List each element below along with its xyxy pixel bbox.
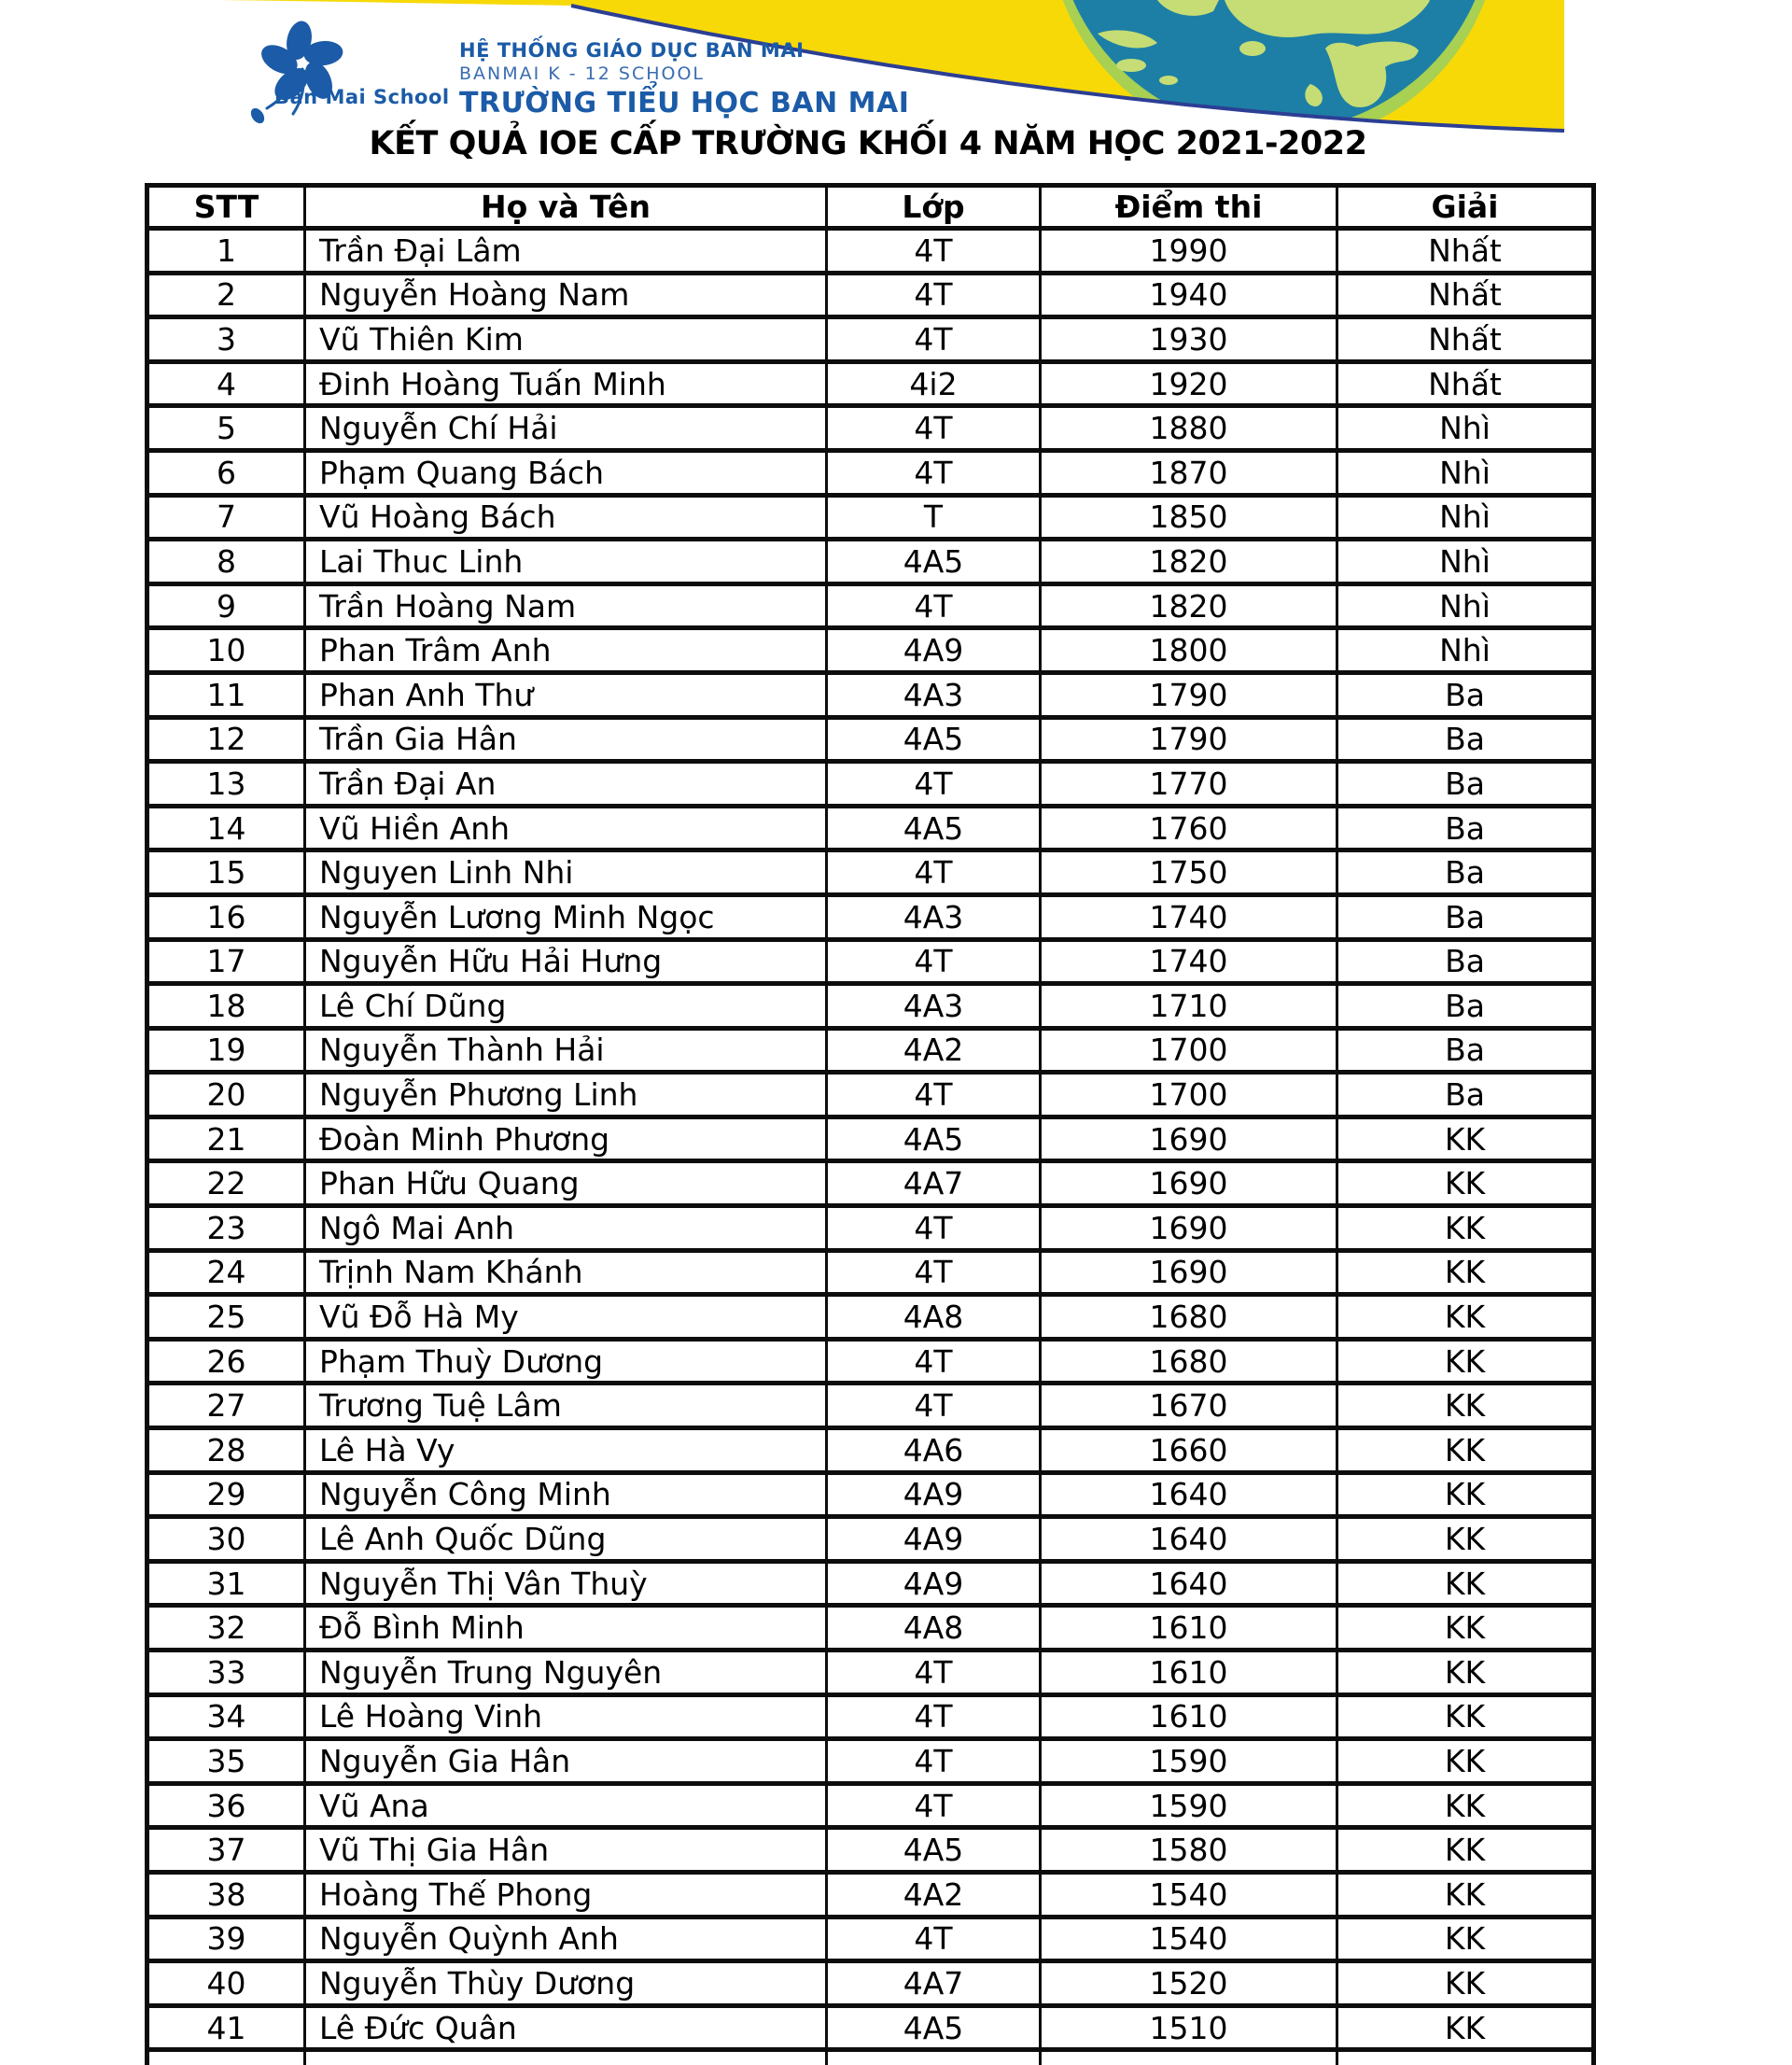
cell-stt: 18 — [149, 986, 306, 1031]
cell-prize: KK — [1338, 1786, 1591, 1831]
table-row — [149, 1385, 1591, 1430]
cell-prize: Nhì — [1338, 586, 1591, 631]
cell-score: 1590 — [1042, 1741, 1338, 1786]
cell-prize: KK — [1338, 1697, 1591, 1742]
cell-class: 4A7 — [828, 1163, 1042, 1208]
cell-name: Lê Hoàng Vinh — [306, 1697, 828, 1742]
cell-name: Vũ Thị Gia Hân — [306, 1830, 828, 1875]
cell-name: Nguyễn Phương Linh — [306, 1075, 828, 1119]
school-name-block — [459, 41, 909, 118]
results-table-body — [149, 231, 1591, 2065]
table-row — [149, 231, 1591, 275]
cell-score: 1680 — [1042, 1342, 1338, 1386]
cell-class: 4A2 — [828, 1875, 1042, 1919]
cell-stt: 24 — [149, 1253, 306, 1298]
table-row — [149, 1031, 1591, 1075]
table-row — [149, 1342, 1591, 1386]
cell-name: Nguyễn Hoàng Nam — [306, 275, 828, 320]
cell-name: Nguyễn Thùy Dương — [306, 1963, 828, 2008]
cell-name: Nguyễn Trung Nguyên — [306, 1652, 828, 1697]
cell-score: 1690 — [1042, 1208, 1338, 1253]
cell-class: 4T — [828, 852, 1042, 897]
cell-name: Nguyen Linh Nhi — [306, 852, 828, 897]
cell-name: Đỗ Bình Minh — [306, 1608, 828, 1652]
cell-stt: 35 — [149, 1741, 306, 1786]
table-row — [149, 720, 1591, 765]
cell-prize: KK — [1338, 1652, 1591, 1697]
cell-name: Hoàng Thế Phong — [306, 1875, 828, 1919]
cell-score: 1920 — [1042, 364, 1338, 409]
cell-stt: 4 — [149, 364, 306, 409]
cell-prize: Nhất — [1338, 319, 1591, 364]
cell-class: T — [828, 498, 1042, 542]
cell-stt: 17 — [149, 942, 306, 987]
cell-score: 1510 — [1042, 2008, 1338, 2053]
cell-score: 1990 — [1042, 231, 1338, 275]
cell-score: 1590 — [1042, 1786, 1338, 1831]
cell-class: 4T — [828, 1253, 1042, 1298]
table-row — [149, 2008, 1591, 2053]
table-row — [149, 897, 1591, 942]
table-row — [149, 1297, 1591, 1342]
cell-stt: 36 — [149, 1786, 306, 1831]
cell-class: 4T — [828, 586, 1042, 631]
cell-class: 4T — [828, 453, 1042, 498]
cell-class: 4T — [828, 1786, 1042, 1831]
cell-prize: KK — [1338, 2008, 1591, 2053]
cell-class: 4A9 — [828, 1475, 1042, 1520]
cell-score: 1690 — [1042, 1119, 1338, 1164]
table-row — [149, 364, 1591, 409]
cell-empty — [306, 2052, 828, 2065]
cell-stt: 7 — [149, 498, 306, 542]
cell-score: 1610 — [1042, 1608, 1338, 1652]
cell-class: 4i2 — [828, 364, 1042, 409]
cell-empty — [828, 2052, 1042, 2065]
table-row — [149, 630, 1591, 675]
cell-score: 1880 — [1042, 408, 1338, 453]
table-row — [149, 541, 1591, 586]
cell-prize: KK — [1338, 1163, 1591, 1208]
cell-stt: 2 — [149, 275, 306, 320]
cell-name: Phan Trâm Anh — [306, 630, 828, 675]
cell-score: 1700 — [1042, 1031, 1338, 1075]
cell-stt: 32 — [149, 1608, 306, 1652]
table-row — [149, 986, 1591, 1031]
table-row — [149, 852, 1591, 897]
cell-stt: 8 — [149, 541, 306, 586]
cell-name: Trần Đại Lâm — [306, 231, 828, 275]
table-row — [149, 1119, 1591, 1164]
cell-score: 1610 — [1042, 1697, 1338, 1742]
header-stt: STT — [149, 188, 306, 231]
header-row — [149, 188, 1591, 231]
cell-class: 4A3 — [828, 675, 1042, 720]
cell-name: Lê Đức Quân — [306, 2008, 828, 2053]
cell-name: Trần Đại An — [306, 764, 828, 808]
cell-stt: 1 — [149, 231, 306, 275]
cell-name: Nguyễn Công Minh — [306, 1475, 828, 1520]
cell-name: Lê Chí Dũng — [306, 986, 828, 1031]
cell-name: Nguyễn Thành Hải — [306, 1031, 828, 1075]
table-row — [149, 1163, 1591, 1208]
cell-stt: 31 — [149, 1564, 306, 1608]
cell-name: Phạm Quang Bách — [306, 453, 828, 498]
table-row — [149, 1697, 1591, 1742]
cell-class: 4T — [828, 1741, 1042, 1786]
cell-prize: Ba — [1338, 942, 1591, 987]
cell-score: 1790 — [1042, 675, 1338, 720]
cell-name: Vũ Thiên Kim — [306, 319, 828, 364]
cell-name: Nguyễn Chí Hải — [306, 408, 828, 453]
cell-stt: 16 — [149, 897, 306, 942]
header-class: Lớp — [828, 188, 1042, 231]
cell-stt: 5 — [149, 408, 306, 453]
cell-score: 1710 — [1042, 986, 1338, 1031]
cell-prize: Nhì — [1338, 541, 1591, 586]
cell-prize: KK — [1338, 1208, 1591, 1253]
cell-class: 4A2 — [828, 1031, 1042, 1075]
cell-score: 1640 — [1042, 1475, 1338, 1520]
cell-score: 1520 — [1042, 1963, 1338, 2008]
cell-stt: 26 — [149, 1342, 306, 1386]
table-row — [149, 1652, 1591, 1697]
cell-score: 1790 — [1042, 720, 1338, 765]
cell-score: 1870 — [1042, 453, 1338, 498]
cell-class: 4T — [828, 275, 1042, 320]
cell-class: 4T — [828, 1919, 1042, 1964]
cell-name: Trần Gia Hân — [306, 720, 828, 765]
cell-class: 4T — [828, 1208, 1042, 1253]
cell-class: 4A9 — [828, 630, 1042, 675]
cell-stt: 13 — [149, 764, 306, 808]
cell-score: 1540 — [1042, 1875, 1338, 1919]
cell-stt: 34 — [149, 1697, 306, 1742]
cell-stt: 30 — [149, 1519, 306, 1564]
table-row — [149, 1963, 1591, 2008]
cell-prize: Ba — [1338, 675, 1591, 720]
cell-score: 1540 — [1042, 1919, 1338, 1964]
cell-stt: 9 — [149, 586, 306, 631]
cell-score: 1770 — [1042, 764, 1338, 808]
cell-name: Ngô Mai Anh — [306, 1208, 828, 1253]
table-row — [149, 1875, 1591, 1919]
cell-stt: 25 — [149, 1297, 306, 1342]
cell-prize: Ba — [1338, 1075, 1591, 1119]
cell-stt: 27 — [149, 1385, 306, 1430]
cell-name: Lê Hà Vy — [306, 1430, 828, 1475]
cell-prize: Ba — [1338, 764, 1591, 808]
cell-class: 4T — [828, 408, 1042, 453]
cell-score: 1750 — [1042, 852, 1338, 897]
cell-prize: Nhất — [1338, 231, 1591, 275]
table-row — [149, 498, 1591, 542]
cell-score: 1850 — [1042, 498, 1338, 542]
cell-name: Phan Hữu Quang — [306, 1163, 828, 1208]
cell-class: 4T — [828, 942, 1042, 987]
cell-stt: 11 — [149, 675, 306, 720]
cell-prize: Ba — [1338, 897, 1591, 942]
cell-name: Trần Hoàng Nam — [306, 586, 828, 631]
cell-name: Nguyễn Thị Vân Thuỳ — [306, 1564, 828, 1608]
table-row — [149, 586, 1591, 631]
cell-prize: KK — [1338, 1519, 1591, 1564]
cell-name: Nguyễn Quỳnh Anh — [306, 1919, 828, 1964]
cell-prize: Nhì — [1338, 408, 1591, 453]
cell-prize: KK — [1338, 1342, 1591, 1386]
cell-name: Vũ Đỗ Hà My — [306, 1297, 828, 1342]
cell-score: 1740 — [1042, 897, 1338, 942]
cell-score: 1760 — [1042, 808, 1338, 853]
cell-name: Đinh Hoàng Tuấn Minh — [306, 364, 828, 409]
cell-prize: Nhất — [1338, 364, 1591, 409]
table-row — [149, 1253, 1591, 1298]
table-row — [149, 319, 1591, 364]
cell-prize: Nhì — [1338, 630, 1591, 675]
cell-class: 4A9 — [828, 1519, 1042, 1564]
cell-stt: 41 — [149, 2008, 306, 2053]
table-row — [149, 1519, 1591, 1564]
cell-name: Lê Anh Quốc Dũng — [306, 1519, 828, 1564]
table-row — [149, 1608, 1591, 1652]
cell-stt: 38 — [149, 1875, 306, 1919]
cell-prize: KK — [1338, 1385, 1591, 1430]
cell-stt: 21 — [149, 1119, 306, 1164]
table-row — [149, 1208, 1591, 1253]
cell-class: 4T — [828, 231, 1042, 275]
cell-empty — [1042, 2052, 1338, 2065]
cell-stt: 37 — [149, 1830, 306, 1875]
cell-prize: Nhì — [1338, 453, 1591, 498]
cell-class: 4T — [828, 1075, 1042, 1119]
cell-stt: 23 — [149, 1208, 306, 1253]
cell-score: 1670 — [1042, 1385, 1338, 1430]
cell-prize: KK — [1338, 1253, 1591, 1298]
cell-empty — [149, 2052, 306, 2065]
cell-score: 1820 — [1042, 541, 1338, 586]
cell-score: 1660 — [1042, 1430, 1338, 1475]
cell-prize: KK — [1338, 1608, 1591, 1652]
table-row — [149, 1430, 1591, 1475]
cell-name: Phạm Thuỳ Dương — [306, 1342, 828, 1386]
cell-class: 4A5 — [828, 2008, 1042, 2053]
cell-prize: KK — [1338, 1963, 1591, 2008]
table-row — [149, 1741, 1591, 1786]
cell-score: 1740 — [1042, 942, 1338, 987]
cell-prize: KK — [1338, 1741, 1591, 1786]
cell-prize: KK — [1338, 1919, 1591, 1964]
cell-stt: 15 — [149, 852, 306, 897]
header-name: Họ và Tên — [306, 188, 828, 231]
results-table-head — [149, 188, 1591, 231]
cell-stt: 20 — [149, 1075, 306, 1119]
table-row-partial — [149, 2052, 1591, 2065]
cell-stt: 6 — [149, 453, 306, 498]
table-row — [149, 808, 1591, 853]
results-table — [149, 188, 1591, 2065]
cell-score: 1580 — [1042, 1830, 1338, 1875]
cell-class: 4T — [828, 319, 1042, 364]
cell-name: Đoàn Minh Phương — [306, 1119, 828, 1164]
cell-prize: KK — [1338, 1430, 1591, 1475]
cell-prize: Ba — [1338, 852, 1591, 897]
cell-name: Lai Thuc Linh — [306, 541, 828, 586]
table-row — [149, 1475, 1591, 1520]
cell-stt: 3 — [149, 319, 306, 364]
cell-stt: 19 — [149, 1031, 306, 1075]
table-row — [149, 1830, 1591, 1875]
cell-class: 4T — [828, 1342, 1042, 1386]
cell-stt: 14 — [149, 808, 306, 853]
cell-prize: KK — [1338, 1875, 1591, 1919]
cell-score: 1690 — [1042, 1163, 1338, 1208]
cell-score: 1930 — [1042, 319, 1338, 364]
cell-class: 4T — [828, 1652, 1042, 1697]
cell-name: Vũ Hiền Anh — [306, 808, 828, 853]
table-row — [149, 275, 1591, 320]
cell-name: Phan Anh Thư — [306, 675, 828, 720]
cell-stt: 40 — [149, 1963, 306, 2008]
table-row — [149, 675, 1591, 720]
table-row — [149, 1075, 1591, 1119]
cell-stt: 22 — [149, 1163, 306, 1208]
cell-stt: 29 — [149, 1475, 306, 1520]
logo-caption: Ban Mai School — [274, 86, 450, 108]
table-row — [149, 408, 1591, 453]
cell-class: 4A5 — [828, 1119, 1042, 1164]
cell-prize: Ba — [1338, 986, 1591, 1031]
cell-class: 4A5 — [828, 808, 1042, 853]
cell-name: Nguyễn Hữu Hải Hưng — [306, 942, 828, 987]
cell-stt: 39 — [149, 1919, 306, 1964]
cell-prize: Ba — [1338, 808, 1591, 853]
cell-score: 1800 — [1042, 630, 1338, 675]
cell-score: 1940 — [1042, 275, 1338, 320]
cell-score: 1700 — [1042, 1075, 1338, 1119]
cell-class: 4A5 — [828, 720, 1042, 765]
cell-prize: KK — [1338, 1297, 1591, 1342]
cell-stt: 10 — [149, 630, 306, 675]
table-row — [149, 942, 1591, 987]
results-table-container — [145, 183, 1596, 2065]
cell-class: 4T — [828, 764, 1042, 808]
header-prize: Giải — [1338, 188, 1591, 231]
cell-class: 4A3 — [828, 897, 1042, 942]
cell-prize: KK — [1338, 1119, 1591, 1164]
cell-class: 4A5 — [828, 541, 1042, 586]
cell-score: 1680 — [1042, 1297, 1338, 1342]
cell-class: 4A9 — [828, 1564, 1042, 1608]
cell-class: 4T — [828, 1385, 1042, 1430]
cell-empty — [1338, 2052, 1591, 2065]
cell-score: 1690 — [1042, 1253, 1338, 1298]
cell-stt: 28 — [149, 1430, 306, 1475]
cell-score: 1640 — [1042, 1519, 1338, 1564]
cell-name: Vũ Ana — [306, 1786, 828, 1831]
cell-prize: Ba — [1338, 1031, 1591, 1075]
cell-prize: Nhất — [1338, 275, 1591, 320]
cell-class: 4A3 — [828, 986, 1042, 1031]
cell-prize: Ba — [1338, 720, 1591, 765]
school-primary-name: TRƯỜNG TIỂU HỌC BAN MAI — [459, 87, 910, 119]
cell-score: 1640 — [1042, 1564, 1338, 1608]
page-title: KẾT QUẢ IOE CẤP TRƯỜNG KHỐI 4 NĂM HỌC 2021-2022 — [369, 125, 1367, 162]
cell-class: 4A7 — [828, 1963, 1042, 2008]
school-logo — [241, 21, 455, 133]
cell-prize: KK — [1338, 1475, 1591, 1520]
flower-logo-icon — [241, 21, 455, 133]
header-score: Điểm thi — [1042, 188, 1338, 231]
school-english-name: BANMAI K - 12 SCHOOL — [459, 63, 705, 84]
cell-name: Trịnh Nam Khánh — [306, 1253, 828, 1298]
cell-name: Nguyễn Gia Hân — [306, 1741, 828, 1786]
cell-name: Nguyễn Lương Minh Ngọc — [306, 897, 828, 942]
table-row — [149, 1786, 1591, 1831]
cell-prize: KK — [1338, 1564, 1591, 1608]
cell-score: 1610 — [1042, 1652, 1338, 1697]
cell-name: Trương Tuệ Lâm — [306, 1385, 828, 1430]
cell-name: Vũ Hoàng Bách — [306, 498, 828, 542]
cell-stt: 12 — [149, 720, 306, 765]
cell-class: 4A5 — [828, 1830, 1042, 1875]
school-system-name: HỆ THỐNG GIÁO DỤC BAN MAI — [459, 39, 805, 62]
cell-class: 4A8 — [828, 1297, 1042, 1342]
table-row — [149, 1564, 1591, 1608]
cell-class: 4A6 — [828, 1430, 1042, 1475]
cell-stt: 33 — [149, 1652, 306, 1697]
table-row — [149, 1919, 1591, 1964]
cell-class: 4A8 — [828, 1608, 1042, 1652]
table-row — [149, 764, 1591, 808]
cell-class: 4T — [828, 1697, 1042, 1742]
cell-prize: KK — [1338, 1830, 1591, 1875]
table-row — [149, 453, 1591, 498]
cell-prize: Nhì — [1338, 498, 1591, 542]
cell-score: 1820 — [1042, 586, 1338, 631]
